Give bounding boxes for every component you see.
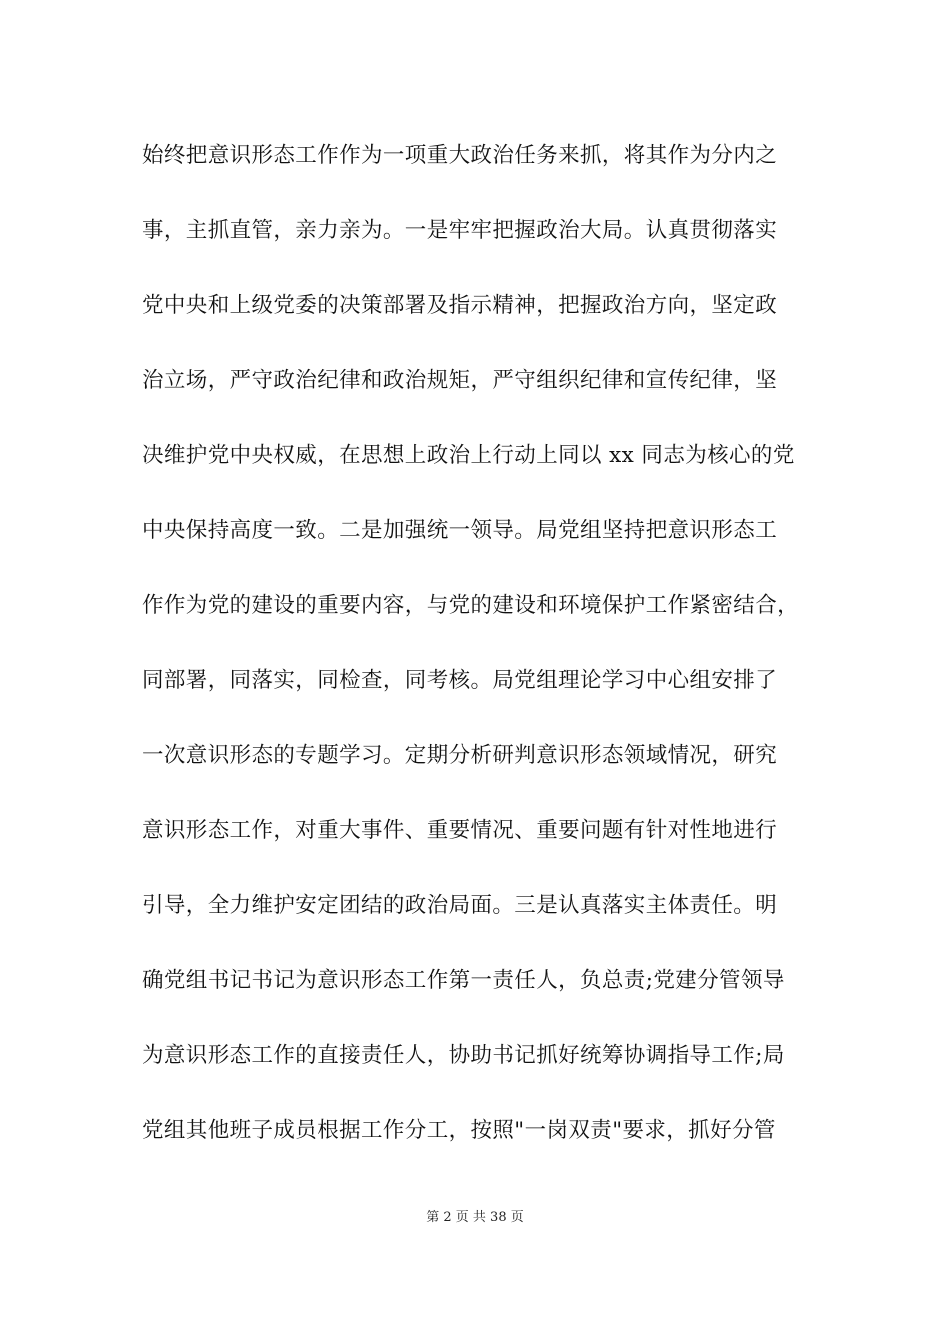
text-line: 作作为党的建设的重要内容，与党的建设和环境保护工作紧密结合，	[142, 593, 800, 618]
text-line: 确党组书记书记为意识形态工作第一责任人，负总责;党建分管领导	[142, 968, 785, 993]
text-line: 同部署，同落实，同检查，同考核。局党组理论学习中心组安排了	[142, 668, 778, 693]
text-line: 事，主抓直管，亲力亲为。一是牢牢把握政治大局。认真贯彻落实	[142, 218, 778, 243]
text-line: 意识形态工作，对重大事件、重要情况、重要问题有针对性地进行	[142, 818, 778, 843]
text-line: 为意识形态工作的直接责任人，协助书记抓好统筹协调指导工作;局	[142, 1043, 785, 1068]
text-line: 一次意识形态的专题学习。定期分析研判意识形态领域情况，研究	[142, 743, 778, 768]
body-paragraph	[142, 128, 822, 1178]
text-line: 党组其他班子成员根据工作分工，按照"一岗双责"要求，抓好分管	[142, 1118, 776, 1143]
text-line: 决维护党中央权威，在思想上政治上行动上同以 xx 同志为核心的党	[142, 443, 795, 468]
text-line: 始终把意识形态工作作为一项重大政治任务来抓，将其作为分内之	[142, 143, 778, 168]
text-line: 党中央和上级党委的决策部署及指示精神，把握政治方向，坚定政	[142, 293, 778, 318]
page-number-footer: 第 2 页 共 38 页	[426, 1210, 524, 1225]
text-line: 中央保持高度一致。二是加强统一领导。局党组坚持把意识形态工	[142, 518, 778, 543]
text-line: 治立场，严守政治纪律和政治规矩，严守组织纪律和宣传纪律，坚	[142, 368, 778, 393]
text-line: 引导，全力维护安定团结的政治局面。三是认真落实主体责任。明	[142, 893, 778, 918]
